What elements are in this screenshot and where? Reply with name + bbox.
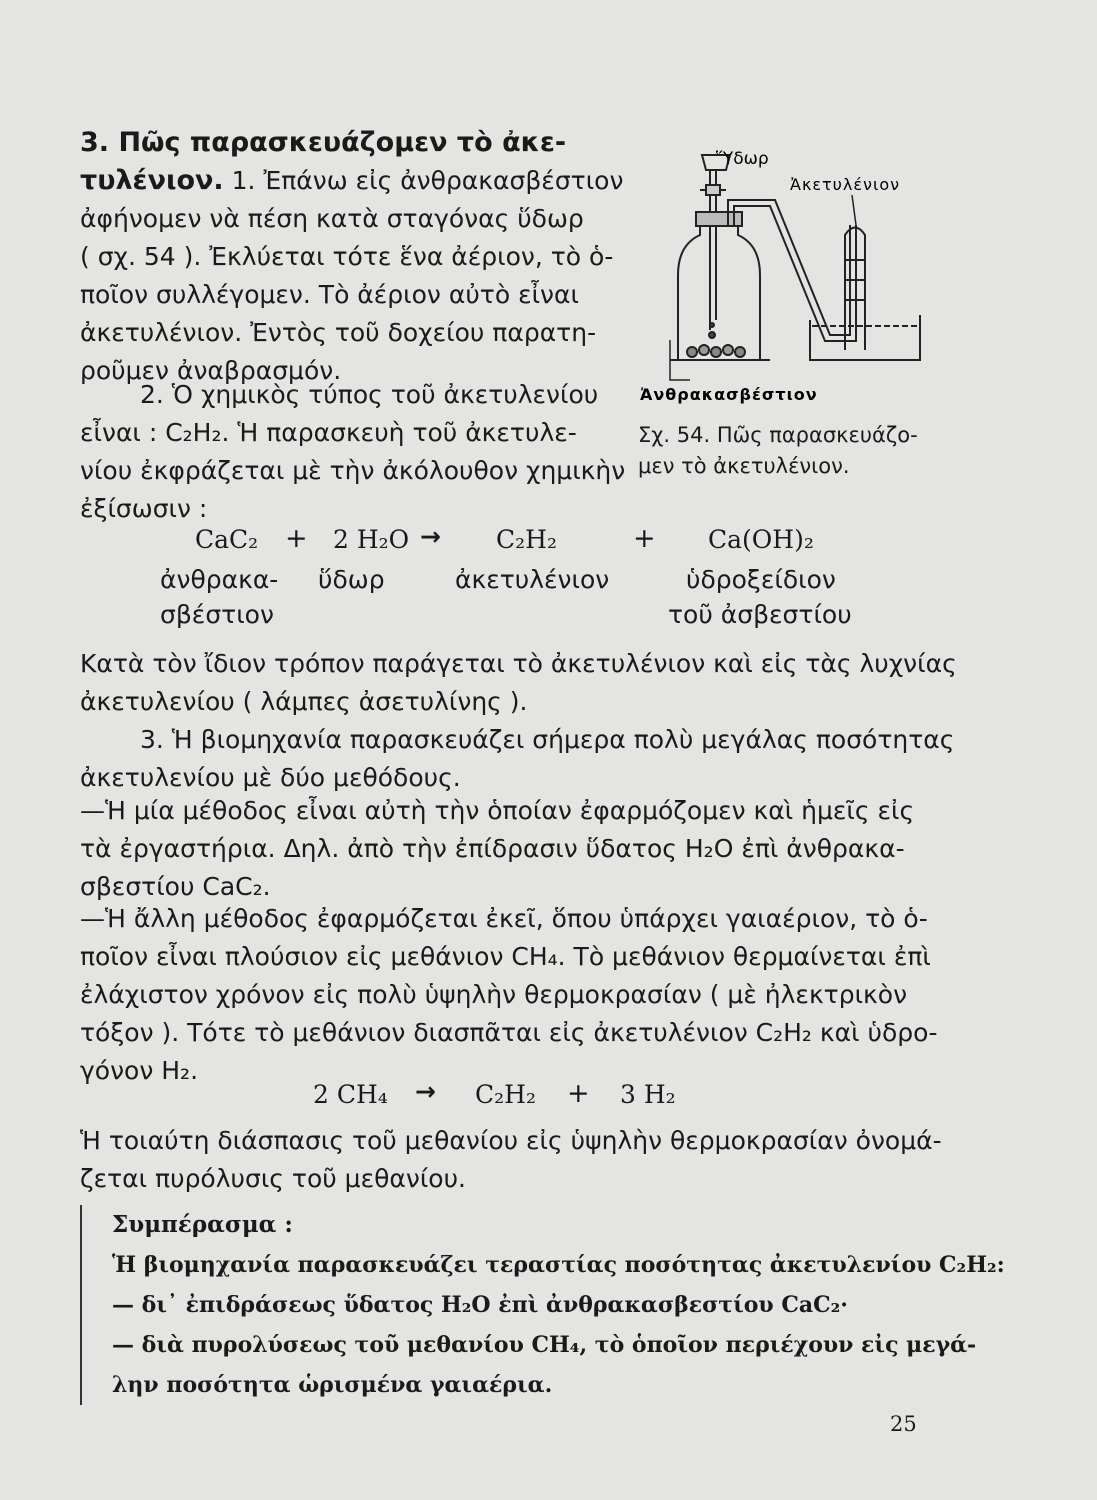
paragraph-6-line: γόνον H₂. bbox=[80, 1056, 199, 1085]
delivery-tube bbox=[728, 200, 856, 341]
conclusion-line: λην ποσότητα ὡρισμένα γαιαέρια. bbox=[112, 1372, 553, 1398]
paragraph-2-line: εἶναι : C₂H₂. Ἡ παρασκευὴ τοῦ ἀκετυλε- bbox=[80, 418, 577, 447]
paragraph-6-line: ποῖον εἶναι πλούσιον εἰς μεθάνιον CH₄. Τὸ μεθάνιον θερμαίνεται ἐπὶ bbox=[80, 942, 931, 971]
paragraph-2-line: ἐξίσωσιν : bbox=[80, 494, 208, 523]
eq1-name: ἀκετυλένιον bbox=[455, 565, 610, 594]
eq1-plus: + bbox=[633, 523, 656, 554]
figure-caption bbox=[638, 420, 938, 482]
figure-caption-line: Σχ. 54. Πῶς παρασκευάζο- bbox=[638, 423, 918, 447]
label-acetylene: Ἀκετυλένιον bbox=[790, 175, 901, 194]
paragraph-5-line: σβεστίου CaC₂. bbox=[80, 872, 271, 901]
eq2-acetylene: C₂H₂ bbox=[475, 1080, 536, 1109]
paragraph-1-line: ποῖον συλλέγομεν. Τὸ ἀέριον αὐτὸ εἶναι bbox=[80, 280, 579, 309]
paragraph-6 bbox=[80, 900, 938, 1090]
paragraph-1-start: 1. Ἐπάνω εἰς ἀνθρακασβέστιον bbox=[231, 166, 624, 195]
eq1-name: ὕδωρ bbox=[318, 565, 385, 594]
eq1-arrow: → bbox=[420, 522, 441, 551]
paragraph-7 bbox=[80, 1122, 942, 1198]
eq2-arrow: → bbox=[415, 1077, 436, 1106]
eq1-name: ὑδροξείδιον bbox=[686, 565, 836, 594]
paragraph-6-line: τόξον ). Τότε τὸ μεθάνιον διασπᾶται εἰς ἀκετυλένιον C₂H₂ καὶ ὑδρο- bbox=[80, 1018, 938, 1047]
eq1-name: ἀνθρακα- bbox=[160, 565, 279, 594]
paragraph-3 bbox=[80, 645, 957, 721]
paragraph-4 bbox=[80, 721, 955, 797]
paragraph-2 bbox=[80, 376, 626, 528]
paragraph-1-line: ροῦμεν ἀναβρασμόν. bbox=[80, 356, 342, 385]
paragraph-6-line: ἐλάχιστον χρόνον εἰς πολὺ ὑψηλὴν θερμοκρασίαν ( μὲ ἠλεκτρικὸν bbox=[80, 980, 908, 1009]
conclusion-title: Συμπέρασμα : bbox=[112, 1211, 293, 1238]
generator-bottle bbox=[670, 212, 770, 360]
paragraph-5 bbox=[80, 792, 920, 906]
section-heading-cont: τυλένιον. bbox=[80, 165, 224, 196]
paragraph-2-line: νίου ἐκφράζεται μὲ τὴν ἀκόλουθον χημικὴν bbox=[80, 456, 626, 485]
eq1-calcium-hydroxide: Ca(OH)₂ bbox=[708, 525, 814, 554]
conclusion-line: Ἡ βιομηχανία παρασκευάζει τεραστίας ποσότητας ἀκετυλενίου C₂H₂: bbox=[112, 1252, 1005, 1278]
paragraph-5-line: —Ἡ μία μέθοδος εἶναι αὐτὴ τὴν ὁποίαν ἐφαρμόζομεν καὶ ἡμεῖς εἰς bbox=[80, 796, 915, 825]
eq1-water: 2 H₂O bbox=[333, 525, 410, 554]
paragraph-1-line: ( σχ. 54 ). Ἐκλύεται τότε ἕνα ἀέριον, τὸ ὁ- bbox=[80, 242, 614, 271]
eq1-acetylene: C₂H₂ bbox=[496, 525, 557, 554]
label-water: Ὕδωρ bbox=[716, 149, 769, 169]
paragraph-6-line: —Ἡ ἄλλη μέθοδος ἐφαρμόζεται ἐκεῖ, ὅπου ὑπάρχει γαιαέριον, τὸ ὁ- bbox=[80, 904, 928, 933]
eq2-methane: 2 CH₄ bbox=[313, 1080, 388, 1109]
paragraph-1-line: ἀκετυλένιον. Ἐντὸς τοῦ δοχείου παρατη- bbox=[80, 318, 597, 347]
paragraph-2-line: 2. Ὁ χημικὸς τύπος τοῦ ἀκετυλενίου bbox=[140, 380, 599, 409]
conclusion-box bbox=[80, 1205, 1005, 1405]
conclusion-line: — διὰ πυρολύσεως τοῦ μεθανίου CH₄, τὸ ὁποῖον περιέχουν εἰς μεγά- bbox=[112, 1332, 977, 1358]
paragraph-7-line: Ἡ τοιαύτη διάσπασις τοῦ μεθανίου εἰς ὑψηλὴν θερμοκρασίαν ὀνομά- bbox=[80, 1126, 942, 1155]
page-number: 25 bbox=[890, 1412, 917, 1436]
label-carbide: Ἀνθρακασβέστιον bbox=[640, 385, 818, 404]
paragraph-3-line: ἀκετυλενίου ( λάμπες ἀσετυλίνης ). bbox=[80, 687, 528, 716]
acetylene-apparatus-diagram bbox=[630, 140, 935, 405]
paragraph-4-line: 3. Ἡ βιομηχανία παρασκευάζει σήμερα πολὺ μεγάλας ποσότητας bbox=[140, 725, 955, 754]
paragraph-4-line: ἀκετυλενίου μὲ δύο μεθόδους. bbox=[80, 763, 461, 792]
figure-caption-line: μεν τὸ ἀκετυλένιον. bbox=[638, 454, 850, 478]
paragraph-1-line: ἀφήνομεν νὰ πέση κατὰ σταγόνας ὕδωρ bbox=[80, 204, 584, 233]
eq1-name: σβέστιον bbox=[160, 600, 274, 629]
paragraph-7-line: ζεται πυρόλυσις τοῦ μεθανίου. bbox=[80, 1164, 466, 1193]
section-intro bbox=[80, 124, 624, 390]
eq1-calcium-carbide: CaC₂ bbox=[195, 525, 259, 554]
eq1-name: τοῦ ἀσβεστίου bbox=[668, 600, 852, 629]
paragraph-5-line: τὰ ἐργαστήρια. Δηλ. ἀπὸ τὴν ἐπίδρασιν ὕδατος H₂O ἐπὶ ἀνθρακα- bbox=[80, 834, 905, 863]
dropping-funnel bbox=[700, 155, 730, 330]
section-heading: 3. Πῶς παρασκευάζομεν τὸ ἀκε- bbox=[80, 127, 567, 158]
conclusion-line: — δι᾽ ἐπιδράσεως ὕδατος H₂O ἐπὶ ἀνθρακασβεστίου CaC₂· bbox=[112, 1292, 848, 1318]
eq1-plus: + bbox=[285, 523, 308, 554]
eq2-hydrogen: 3 H₂ bbox=[620, 1080, 676, 1109]
eq2-plus: + bbox=[567, 1078, 590, 1109]
paragraph-3-line: Κατὰ τὸν ἴδιον τρόπον παράγεται τὸ ἀκετυλένιον καὶ εἰς τὰς λυχνίας bbox=[80, 649, 957, 678]
